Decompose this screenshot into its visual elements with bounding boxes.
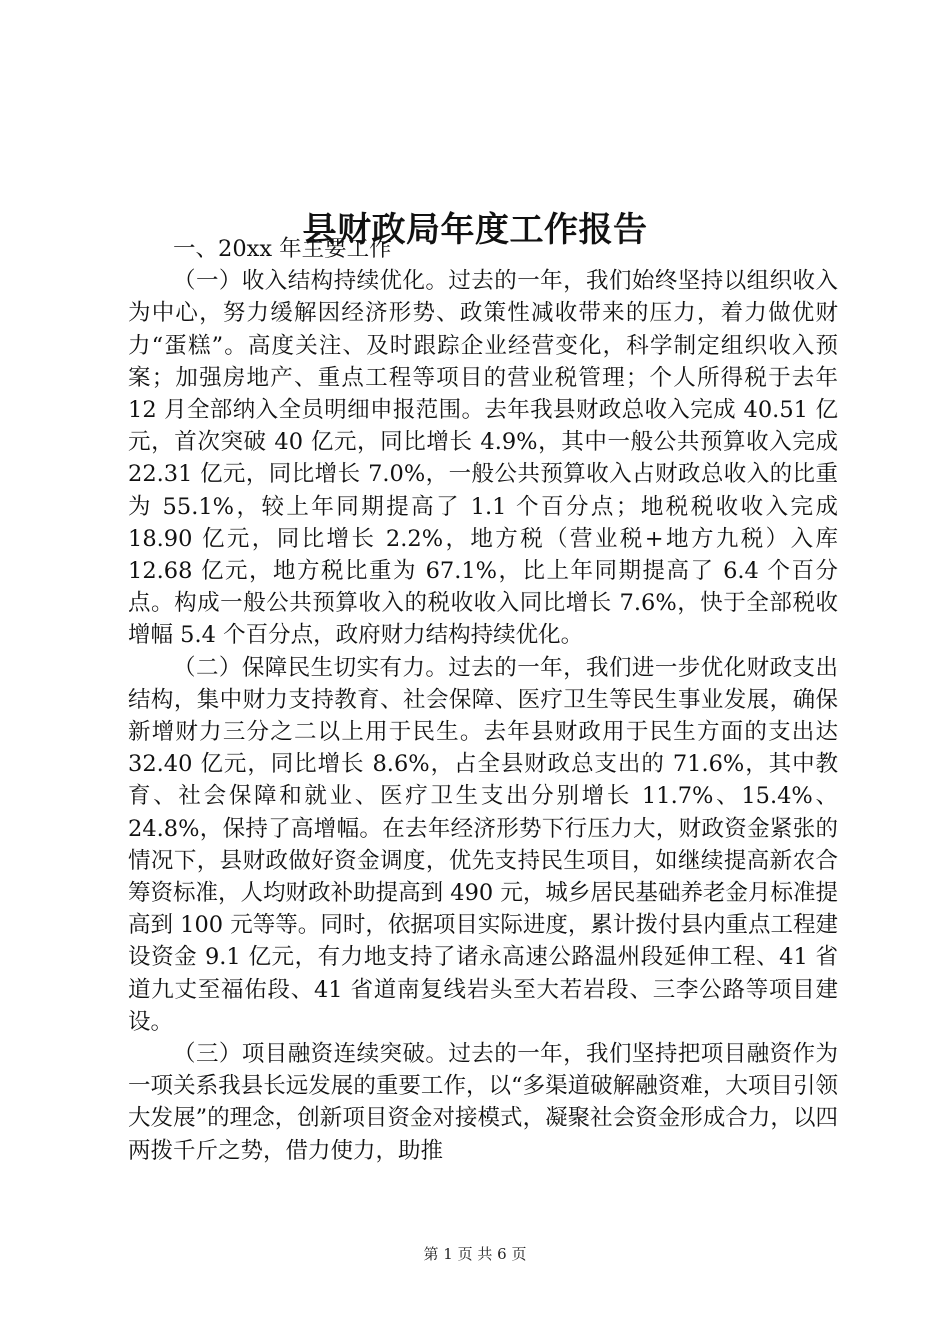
paragraph-revenue: （一）收入结构持续优化。过去的一年，我们始终坚持以组织收入为中心，努力缓解因经济形势、政策性减收带来的压力，着力做优财力“蛋糕”。高度关注、及时跟踪企业经营变化，科学制定组织收入预案；加强房地产、重点工程等项目的营业税管理；个人所得税于去年 12 月全部纳入全员明细申报范围。去年我县财政总收入完成 40.51 亿元，首次突破 40 亿元，同比增长 4.9%，其中一般公共预算收入完成 22.31 亿元，同比增长 7.0%，一般公共预算收入占财政总收入的比重为 55.1%，较上年同期提高了 1.1 个百分点；地税税收收入完成 18.90 亿元，同比增长 2.2%，地方税（营业税+地方九税）入库 12.68 亿元，地方税比重为 67.1%，比上年同期提高了 6.4 个百分点。构成一般公共预算收入的税收收入同比增长 7.6%，快于全部税收增幅 5.4 个百分点，政府财力结构持续优化。 bbox=[128, 268, 838, 649]
page-footer: 第 1 页 共 6 页 bbox=[423, 1245, 527, 1263]
document-body bbox=[128, 233, 838, 1167]
document-title: 县财政局年度工作报告 bbox=[302, 209, 648, 250]
section-heading: 一、20xx 年主要工作 bbox=[173, 236, 392, 262]
paragraph-livelihood: （二）保障民生切实有力。过去的一年，我们进一步优化财政支出结构，集中财力支持教育、社会保障、医疗卫生等民生事业发展，确保新增财力三分之二以上用于民生。去年县财政用于民生方面的支出达 32.40 亿元，同比增长 8.6%，占全县财政总支出的 71.6%，其中教育、社会保障和就业、医疗卫生支出分别增长 11.7%、15.4%、24.8%，保持了高增幅。在去年经济形势下行压力大，财政资金紧张的情况下，县财政做好资金调度，优先支持民生项目，如继续提高新农合筹资标准，人均财政补助提高到 490 元，城乡居民基础养老金月标准提高到 100 元等等。同时，依据项目实际进度，累计拨付县内重点工程建设资金 9.1 亿元，有力地支持了诸永高速公路温州段延伸工程、41 省道九丈至福佑段、41 省道南复线岩头至大若岩段、三李公路等项目建设。 bbox=[128, 654, 838, 1035]
paragraph-financing: （三）项目融资连续突破。过去的一年，我们坚持把项目融资作为一项关系我县长远发展的重要工作，以“多渠道破解融资难，大项目引领大发展”的理念，创新项目资金对接模式，凝聚社会资金形成合力，以四两拨千斤之势，借力使力，助推 bbox=[128, 1041, 838, 1164]
